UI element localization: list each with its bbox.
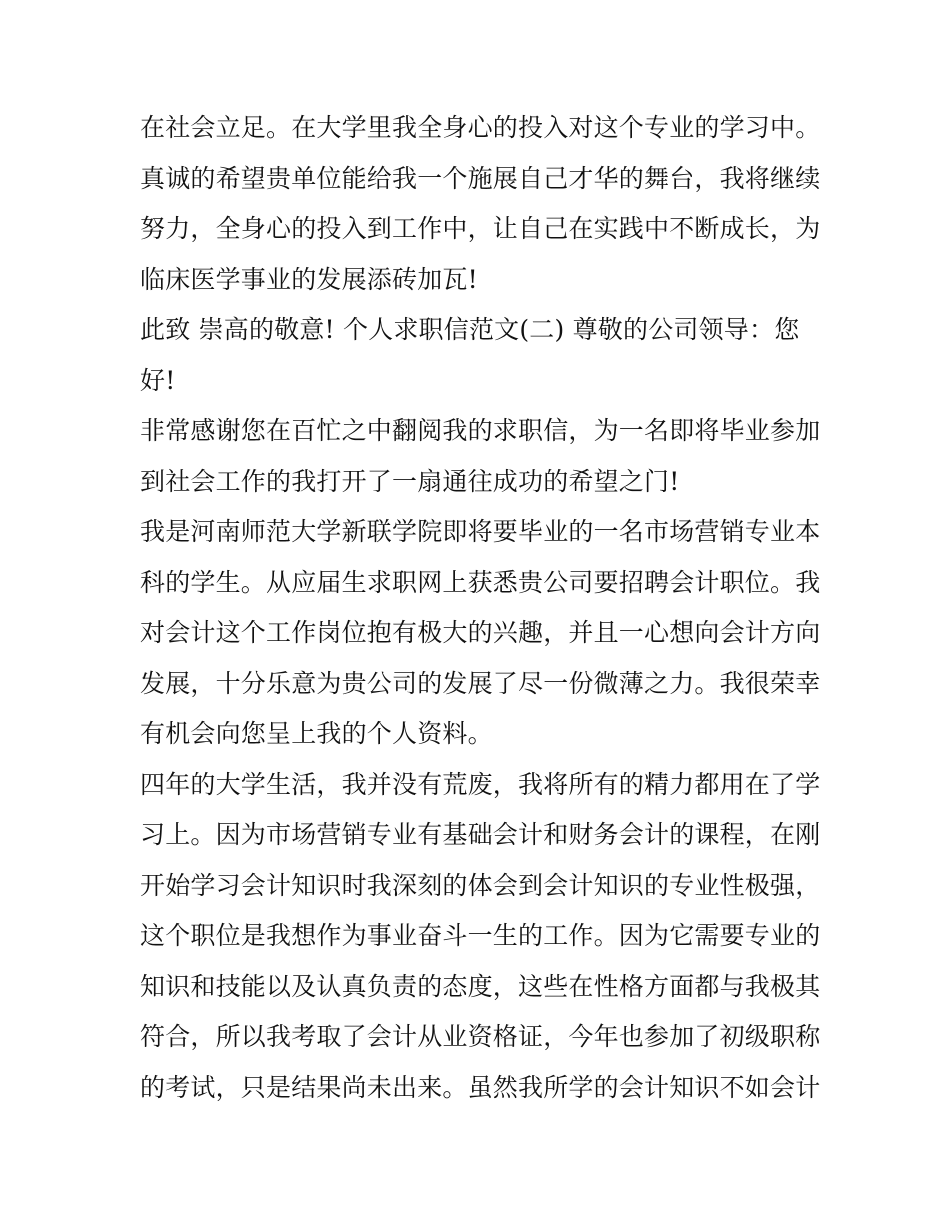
text-line: 对会计这个工作岗位抱有极大的兴趣，并且一心想向会计方向 (140, 618, 821, 647)
body-text (140, 103, 820, 1113)
text-line: 我是河南师范大学新联学院即将要毕业的一名市场营销专业本 (140, 517, 821, 546)
text-line: 临床医学事业的发展添砖加瓦! (140, 264, 478, 294)
text-line: 习上。因为市场营销专业有基础会计和财务会计的课程，在刚 (140, 820, 821, 849)
text-line: 发展，十分乐意为贵公司的发展了尽一份微薄之力。我很荣幸 (140, 668, 821, 698)
text-line: 科的学生。从应届生求职网上获悉贵公司要招聘会计职位。我 (140, 567, 821, 597)
text-line: 在社会立足。在大学里我全身心的投入对这个专业的学习中。 (140, 113, 821, 142)
text-line: 的考试，只是结果尚未出来。虽然我所学的会计知识不如会计 (140, 1072, 821, 1102)
text-line: 符合，所以我考取了会计从业资格证，今年也参加了初级职称 (140, 1022, 821, 1051)
text-line: 真诚的希望贵单位能给我一个施展自己才华的舞台，我将继续 (140, 163, 821, 193)
text-line: 此致 崇高的敬意! 个人求职信范文(二) 尊敬的公司领导：您 (140, 315, 800, 344)
text-line: 开始学习会计知识时我深刻的体会到会计知识的专业性极强， (140, 870, 821, 900)
text-line: 到社会工作的我打开了一扇通往成功的希望之门! (140, 466, 680, 496)
text-line: 知识和技能以及认真负责的态度，这些在性格方面都与我极其 (140, 971, 821, 1001)
text-line: 这个职位是我想作为事业奋斗一生的工作。因为它需要专业的 (140, 921, 821, 950)
text-line: 四年的大学生活，我并没有荒废，我将所有的精力都用在了学 (140, 769, 821, 799)
text-line: 非常感谢您在百忙之中翻阅我的求职信，为一名即将毕业参加 (140, 416, 821, 445)
text-line: 有机会向您呈上我的个人资料。 (140, 719, 493, 748)
text-line: 努力，全身心的投入到工作中，让自己在实践中不断成长，为 (140, 214, 821, 243)
text-line: 好! (140, 365, 176, 395)
